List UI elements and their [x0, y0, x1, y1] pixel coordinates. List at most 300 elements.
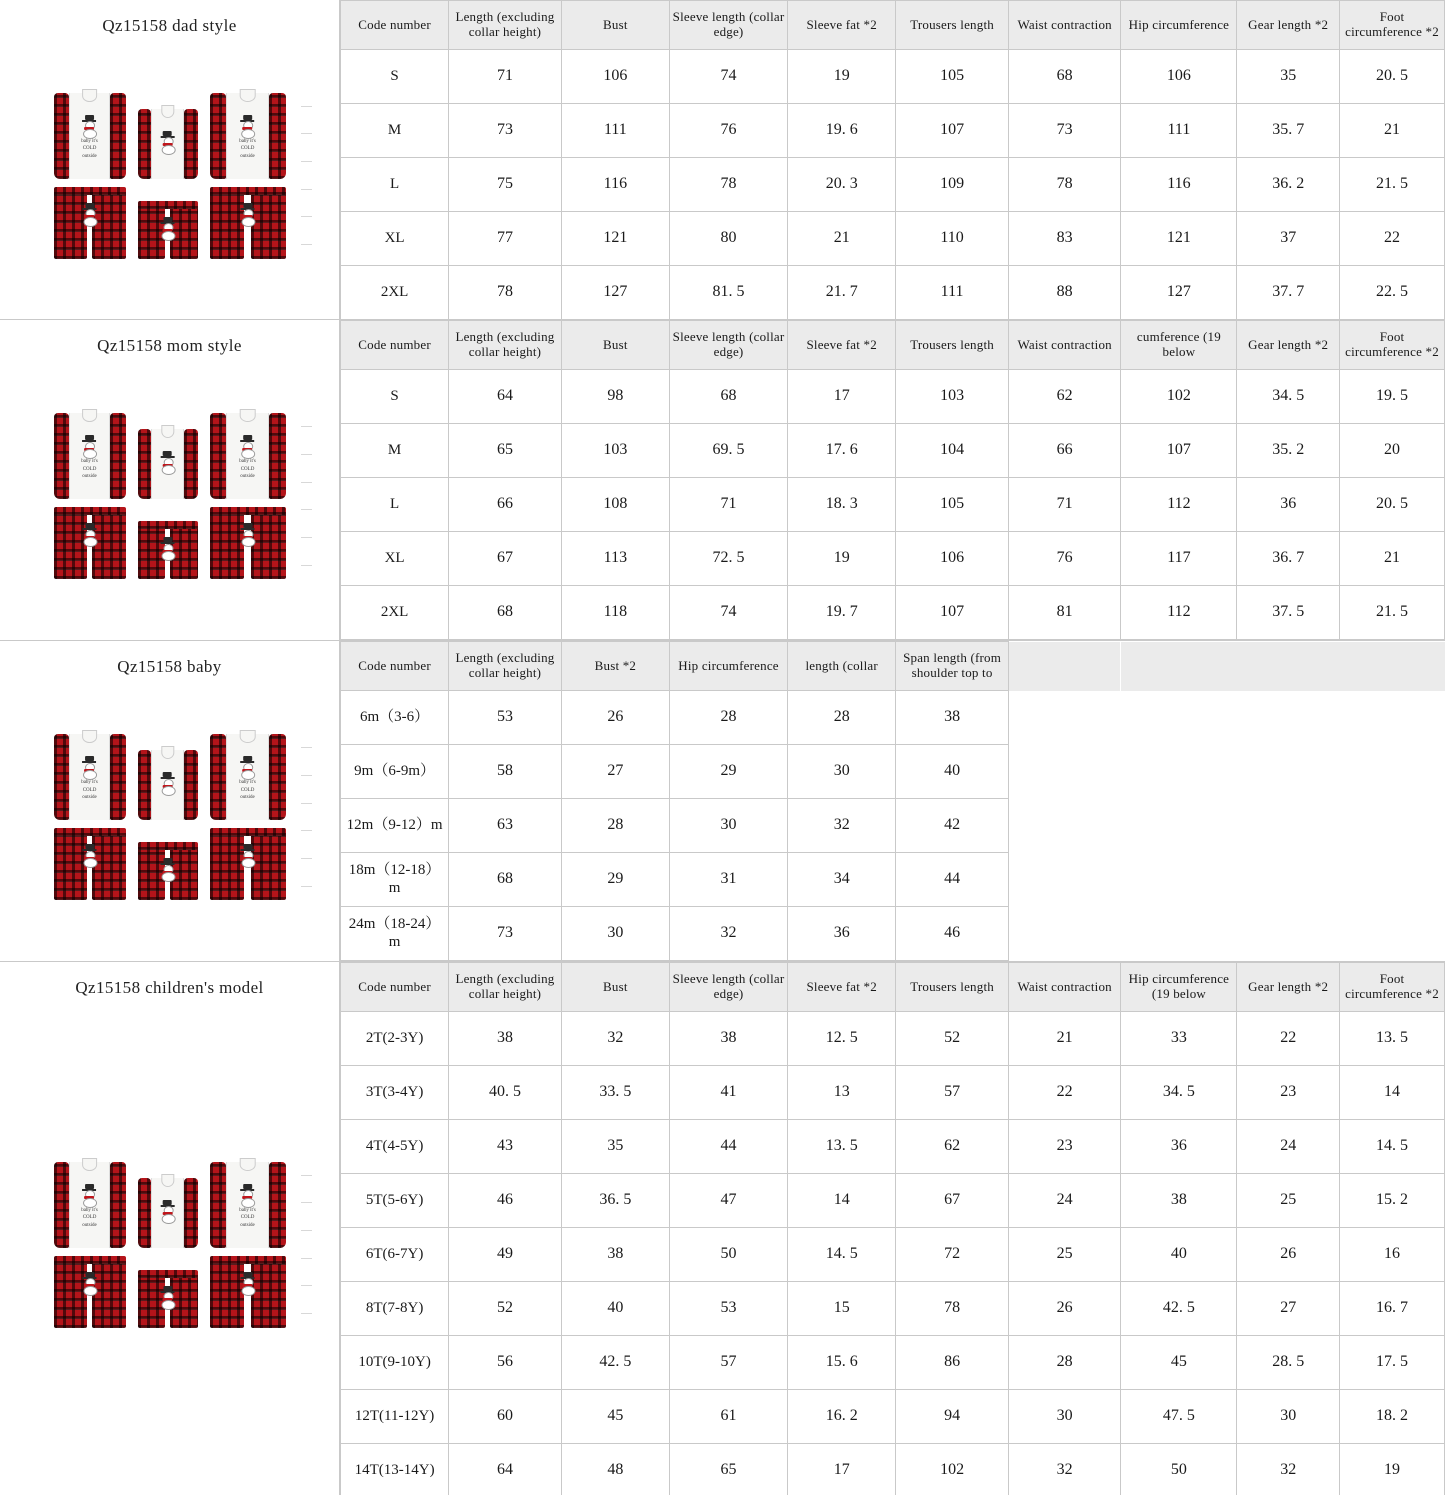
col-header: Span length (from shoulder top to — [896, 642, 1009, 691]
table-row — [341, 370, 1445, 424]
cell: 112 — [1121, 478, 1237, 532]
cell-empty — [1237, 799, 1340, 853]
label-cell-dad — [0, 0, 340, 319]
shirt-body — [69, 93, 109, 179]
cell: 14. 5 — [788, 1228, 896, 1282]
cell: 34. 5 — [1237, 370, 1340, 424]
section-title-baby: Qz15158 baby — [111, 641, 227, 681]
cell: 15. 2 — [1340, 1174, 1445, 1228]
cell: 23 — [1237, 1066, 1340, 1120]
snowman-icon — [160, 772, 175, 794]
cell-code: 9m（6-9m） — [341, 745, 449, 799]
pants-leg-right — [251, 828, 286, 900]
cell: 32 — [788, 799, 896, 853]
cell: 98 — [561, 370, 669, 424]
pajama-pants-adult — [54, 507, 126, 579]
cell: 21. 5 — [1340, 158, 1445, 212]
cell: 37 — [1237, 212, 1340, 266]
cell: 32 — [1008, 1444, 1121, 1495]
collar — [161, 425, 174, 438]
cell-code: M — [341, 104, 449, 158]
cell: 47 — [669, 1174, 787, 1228]
section-title-dad: Qz15158 dad style — [96, 0, 242, 40]
pants-waistband — [138, 1270, 198, 1278]
cell: 38 — [896, 691, 1009, 745]
pajama-top-adult-2 — [210, 734, 286, 820]
cell: 94 — [896, 1390, 1009, 1444]
snowman-icon — [160, 217, 175, 240]
cell: 106 — [1121, 50, 1237, 104]
cell: 26 — [1237, 1228, 1340, 1282]
cell: 103 — [896, 370, 1009, 424]
cell: 20. 5 — [1340, 478, 1445, 532]
cell: 45 — [1121, 1336, 1237, 1390]
col-header: Length (excluding collar height) — [449, 963, 562, 1012]
pajama-onesie-baby — [138, 429, 198, 499]
label-cell-baby — [0, 641, 340, 961]
cell: 14 — [788, 1174, 896, 1228]
cell: 78 — [449, 266, 562, 320]
cell-code: 5T(5-6Y) — [341, 1174, 449, 1228]
sleeve-right — [184, 429, 197, 499]
cell: 17. 5 — [1340, 1336, 1445, 1390]
label-cell-children — [0, 962, 340, 1495]
shirt-body — [69, 734, 109, 820]
cell: 42. 5 — [1121, 1282, 1237, 1336]
cell: 71 — [449, 50, 562, 104]
snowman-icon — [82, 844, 97, 867]
size-table-dad — [340, 0, 1445, 319]
table-row — [341, 745, 1445, 799]
snowman-icon — [240, 115, 255, 137]
cell-empty — [1237, 907, 1340, 961]
shirt-body — [151, 750, 185, 820]
cell: 42. 5 — [561, 1336, 669, 1390]
sleeve-left — [54, 93, 70, 179]
cell: 44 — [669, 1120, 787, 1174]
col-header: length (collar — [788, 642, 896, 691]
cell: 32 — [561, 1012, 669, 1066]
chest-print — [155, 451, 180, 474]
chest-print — [155, 131, 180, 154]
cell: 60 — [449, 1390, 562, 1444]
col-header: Sleeve fat *2 — [788, 963, 896, 1012]
sleeve-left — [138, 109, 151, 179]
chest-print — [232, 756, 264, 802]
snowman-icon — [82, 435, 97, 457]
cell: 117 — [1121, 532, 1237, 586]
pants-waistband — [138, 201, 198, 209]
snowman-icon — [160, 1200, 175, 1222]
cell: 47. 5 — [1121, 1390, 1237, 1444]
pajama-top-adult-2 — [210, 413, 286, 499]
sleeve-right — [269, 734, 286, 820]
snowman-icon — [82, 1184, 97, 1206]
cell: 14 — [1340, 1066, 1445, 1120]
cell: 102 — [1121, 370, 1237, 424]
col-header: Foot circumference *2 — [1340, 963, 1445, 1012]
section-dad — [0, 0, 1445, 320]
cell: 112 — [1121, 586, 1237, 640]
cell: 80 — [669, 212, 787, 266]
section-baby — [0, 641, 1445, 962]
cell: 104 — [896, 424, 1009, 478]
sleeve-left — [210, 413, 227, 499]
col-header-empty — [1340, 642, 1445, 691]
table-row — [341, 1012, 1445, 1066]
sleeve-left — [54, 1162, 70, 1248]
pants-waistband — [138, 842, 198, 850]
col-header: cumference (19 below — [1121, 321, 1237, 370]
table-header-row — [341, 1, 1445, 50]
cell: 71 — [1008, 478, 1121, 532]
table-row — [341, 158, 1445, 212]
cell: 30 — [669, 799, 787, 853]
pajama-pants-adult-2 — [210, 187, 286, 259]
col-header: Sleeve fat *2 — [788, 1, 896, 50]
cell: 19 — [1340, 1444, 1445, 1495]
cell: 27 — [561, 745, 669, 799]
pajama-top-adult — [54, 93, 126, 179]
cell: 109 — [896, 158, 1009, 212]
col-header: Foot circumference *2 — [1340, 1, 1445, 50]
shirt-body — [69, 413, 109, 499]
sleeve-left — [138, 429, 151, 499]
sleeve-right — [110, 1162, 126, 1248]
cell: 40. 5 — [449, 1066, 562, 1120]
table-row — [341, 266, 1445, 320]
table-header-row — [341, 321, 1445, 370]
table-row — [341, 1444, 1445, 1495]
cell: 106 — [896, 532, 1009, 586]
print-line-3: outside — [232, 473, 264, 481]
cell: 21 — [1340, 532, 1445, 586]
size-table-baby — [340, 641, 1445, 961]
artwork-children — [0, 1002, 339, 1495]
cell: 30 — [1008, 1390, 1121, 1444]
cell: 49 — [449, 1228, 562, 1282]
print-line-3: outside — [75, 153, 105, 161]
cell: 30 — [561, 907, 669, 961]
cell: 111 — [1121, 104, 1237, 158]
cell: 50 — [1121, 1444, 1237, 1495]
pajama-pants-baby — [138, 521, 198, 579]
cell-code: 12T(11-12Y) — [341, 1390, 449, 1444]
cell: 16. 7 — [1340, 1282, 1445, 1336]
sleeve-right — [110, 734, 126, 820]
table-row — [341, 50, 1445, 104]
shirt-body — [226, 1162, 269, 1248]
cell: 57 — [896, 1066, 1009, 1120]
cell: 103 — [561, 424, 669, 478]
cell: 13. 5 — [1340, 1012, 1445, 1066]
print-line-3: outside — [232, 153, 264, 161]
section-title-children: Qz15158 children's model — [69, 962, 269, 1002]
cell: 28. 5 — [1237, 1336, 1340, 1390]
collar — [239, 730, 256, 743]
cell: 17 — [788, 370, 896, 424]
cell-empty — [1340, 907, 1445, 961]
cell: 43 — [449, 1120, 562, 1174]
sleeve-right — [269, 1162, 286, 1248]
chest-print — [155, 772, 180, 795]
pajama-pants-adult — [54, 828, 126, 900]
col-header: Gear length *2 — [1237, 963, 1340, 1012]
cell: 127 — [561, 266, 669, 320]
cell-empty — [1121, 907, 1237, 961]
table-row — [341, 212, 1445, 266]
sleeve-right — [184, 1178, 197, 1248]
cell: 29 — [669, 745, 787, 799]
cell: 38 — [449, 1012, 562, 1066]
snowman-icon — [82, 756, 97, 778]
cell: 53 — [449, 691, 562, 745]
col-header: Bust — [561, 963, 669, 1012]
cell: 48 — [561, 1444, 669, 1495]
cell: 36. 2 — [1237, 158, 1340, 212]
cell: 35. 7 — [1237, 104, 1340, 158]
col-header: Gear length *2 — [1237, 321, 1340, 370]
chest-print — [75, 1184, 105, 1230]
cell-empty — [1237, 691, 1340, 745]
print-line-1: baby it's — [232, 138, 264, 146]
pants-leg-right — [251, 1256, 286, 1328]
cell-empty — [1121, 691, 1237, 745]
cell: 107 — [896, 586, 1009, 640]
cell: 34. 5 — [1121, 1066, 1237, 1120]
cell: 105 — [896, 478, 1009, 532]
snowman-icon — [240, 1184, 255, 1206]
cell: 61 — [669, 1390, 787, 1444]
pants-waistband — [54, 187, 126, 195]
print-line-1: baby it's — [232, 458, 264, 466]
cell: 28 — [561, 799, 669, 853]
cell-code: S — [341, 370, 449, 424]
cell: 69. 5 — [669, 424, 787, 478]
cell-empty — [1237, 853, 1340, 907]
cell: 26 — [1008, 1282, 1121, 1336]
table-row — [341, 532, 1445, 586]
cell: 28 — [788, 691, 896, 745]
print-line-2: COLD — [232, 145, 264, 153]
col-header: Gear length *2 — [1237, 1, 1340, 50]
print-line-3: outside — [232, 794, 264, 802]
section-children — [0, 962, 1445, 1495]
cell: 24 — [1008, 1174, 1121, 1228]
pajama-pants-adult — [54, 187, 126, 259]
pajama-top-adult — [54, 734, 126, 820]
col-header: Sleeve fat *2 — [788, 321, 896, 370]
sleeve-left — [138, 750, 151, 820]
cell: 12. 5 — [788, 1012, 896, 1066]
cell: 36 — [1237, 478, 1340, 532]
col-header: Bust *2 — [561, 642, 669, 691]
cell: 37. 5 — [1237, 586, 1340, 640]
cell: 21 — [1008, 1012, 1121, 1066]
table-row — [341, 1174, 1445, 1228]
pajama-top-adult-2 — [210, 1162, 286, 1248]
snowman-icon — [160, 131, 175, 153]
cell: 74 — [669, 50, 787, 104]
cell: 36 — [1121, 1120, 1237, 1174]
cell: 22. 5 — [1340, 266, 1445, 320]
cell: 81. 5 — [669, 266, 787, 320]
cell: 32 — [669, 907, 787, 961]
cell: 20. 5 — [1340, 50, 1445, 104]
table-row — [341, 1066, 1445, 1120]
collar — [161, 1174, 174, 1187]
snowman-icon — [160, 537, 175, 560]
cell: 72 — [896, 1228, 1009, 1282]
cell: 20. 3 — [788, 158, 896, 212]
pants-waistband — [210, 1256, 286, 1264]
cell-empty — [1008, 745, 1121, 799]
col-header: Trousers length — [896, 963, 1009, 1012]
pajama-pants-adult — [54, 1256, 126, 1328]
sleeve-left — [210, 734, 227, 820]
table-row — [341, 691, 1445, 745]
cell: 127 — [1121, 266, 1237, 320]
col-header: Code number — [341, 321, 449, 370]
measurement-ticks — [298, 734, 312, 900]
snowman-icon — [240, 1272, 255, 1295]
cell-code: XL — [341, 212, 449, 266]
cell-code: 2T(2-3Y) — [341, 1012, 449, 1066]
pajama-top-adult — [54, 1162, 126, 1248]
cell-code: 8T(7-8Y) — [341, 1282, 449, 1336]
sleeve-right — [110, 413, 126, 499]
print-line-2: COLD — [232, 1214, 264, 1222]
snowman-icon — [240, 756, 255, 778]
collar — [82, 730, 98, 743]
cell: 78 — [1008, 158, 1121, 212]
cell: 108 — [561, 478, 669, 532]
cell: 111 — [561, 104, 669, 158]
table-row — [341, 1120, 1445, 1174]
collar — [239, 89, 256, 102]
print-line-3: outside — [75, 794, 105, 802]
table-row — [341, 1390, 1445, 1444]
sleeve-right — [184, 109, 197, 179]
print-line-2: COLD — [75, 787, 105, 795]
col-header: Length (excluding collar height) — [449, 642, 562, 691]
snowman-icon — [240, 203, 255, 226]
cell-code: 24m（18-24）m — [341, 907, 449, 961]
cell: 64 — [449, 370, 562, 424]
cell: 78 — [896, 1282, 1009, 1336]
table-header-row — [341, 642, 1445, 691]
table-row — [341, 799, 1445, 853]
cell: 66 — [1008, 424, 1121, 478]
table-row — [341, 1336, 1445, 1390]
cell: 36. 7 — [1237, 532, 1340, 586]
cell: 36. 5 — [561, 1174, 669, 1228]
cell: 74 — [669, 586, 787, 640]
pants-leg-right — [251, 187, 286, 259]
cell: 35. 2 — [1237, 424, 1340, 478]
snowman-icon — [82, 115, 97, 137]
cell: 113 — [561, 532, 669, 586]
cell: 78 — [669, 158, 787, 212]
cell: 19. 5 — [1340, 370, 1445, 424]
print-line-3: outside — [75, 473, 105, 481]
cell: 22 — [1340, 212, 1445, 266]
snowman-icon — [82, 1272, 97, 1295]
cell: 30 — [788, 745, 896, 799]
table-row — [341, 907, 1445, 961]
size-table-mom — [340, 320, 1445, 640]
print-line-3: outside — [232, 1222, 264, 1230]
pajama-top-adult — [54, 413, 126, 499]
pajama-pants-baby — [138, 1270, 198, 1328]
pajama-top-adult-2 — [210, 93, 286, 179]
print-line-2: COLD — [75, 466, 105, 474]
cell: 86 — [896, 1336, 1009, 1390]
cell: 13 — [788, 1066, 896, 1120]
cell: 35 — [561, 1120, 669, 1174]
cell: 62 — [896, 1120, 1009, 1174]
cell: 56 — [449, 1336, 562, 1390]
pajama-onesie-baby — [138, 109, 198, 179]
shirt-body — [69, 1162, 109, 1248]
cell: 73 — [449, 907, 562, 961]
cell: 73 — [449, 104, 562, 158]
cell-code: 10T(9-10Y) — [341, 1336, 449, 1390]
cell: 75 — [449, 158, 562, 212]
snowman-icon — [240, 523, 255, 546]
cell: 13. 5 — [788, 1120, 896, 1174]
cell: 22 — [1237, 1012, 1340, 1066]
table-row — [341, 586, 1445, 640]
cell-code: 4T(4-5Y) — [341, 1120, 449, 1174]
cell: 121 — [561, 212, 669, 266]
cell-code: 6T(6-7Y) — [341, 1228, 449, 1282]
cell: 63 — [449, 799, 562, 853]
cell: 105 — [896, 50, 1009, 104]
col-header: Sleeve length (collar edge) — [669, 321, 787, 370]
cell: 38 — [561, 1228, 669, 1282]
artwork-dad — [0, 40, 339, 319]
cell: 62 — [1008, 370, 1121, 424]
collar — [239, 1158, 256, 1171]
collar — [82, 409, 98, 422]
cell: 31 — [669, 853, 787, 907]
pants-waistband — [54, 828, 126, 836]
shirt-body — [151, 429, 185, 499]
cell-code: XL — [341, 532, 449, 586]
table-header-row — [341, 963, 1445, 1012]
chest-print — [232, 115, 264, 161]
cell: 28 — [1008, 1336, 1121, 1390]
label-cell-mom — [0, 320, 340, 640]
col-header: Trousers length — [896, 1, 1009, 50]
col-header: Code number — [341, 642, 449, 691]
cell: 118 — [561, 586, 669, 640]
cell-empty — [1340, 691, 1445, 745]
cell: 32 — [1237, 1444, 1340, 1495]
col-header: Foot circumference *2 — [1340, 321, 1445, 370]
cell: 26 — [561, 691, 669, 745]
table-row — [341, 424, 1445, 478]
print-line-1: baby it's — [75, 138, 105, 146]
cell-code: L — [341, 478, 449, 532]
cell: 50 — [669, 1228, 787, 1282]
col-header: Hip circumference — [1121, 1, 1237, 50]
cell: 58 — [449, 745, 562, 799]
table-row — [341, 853, 1445, 907]
cell: 71 — [669, 478, 787, 532]
snowman-icon — [160, 1286, 175, 1309]
